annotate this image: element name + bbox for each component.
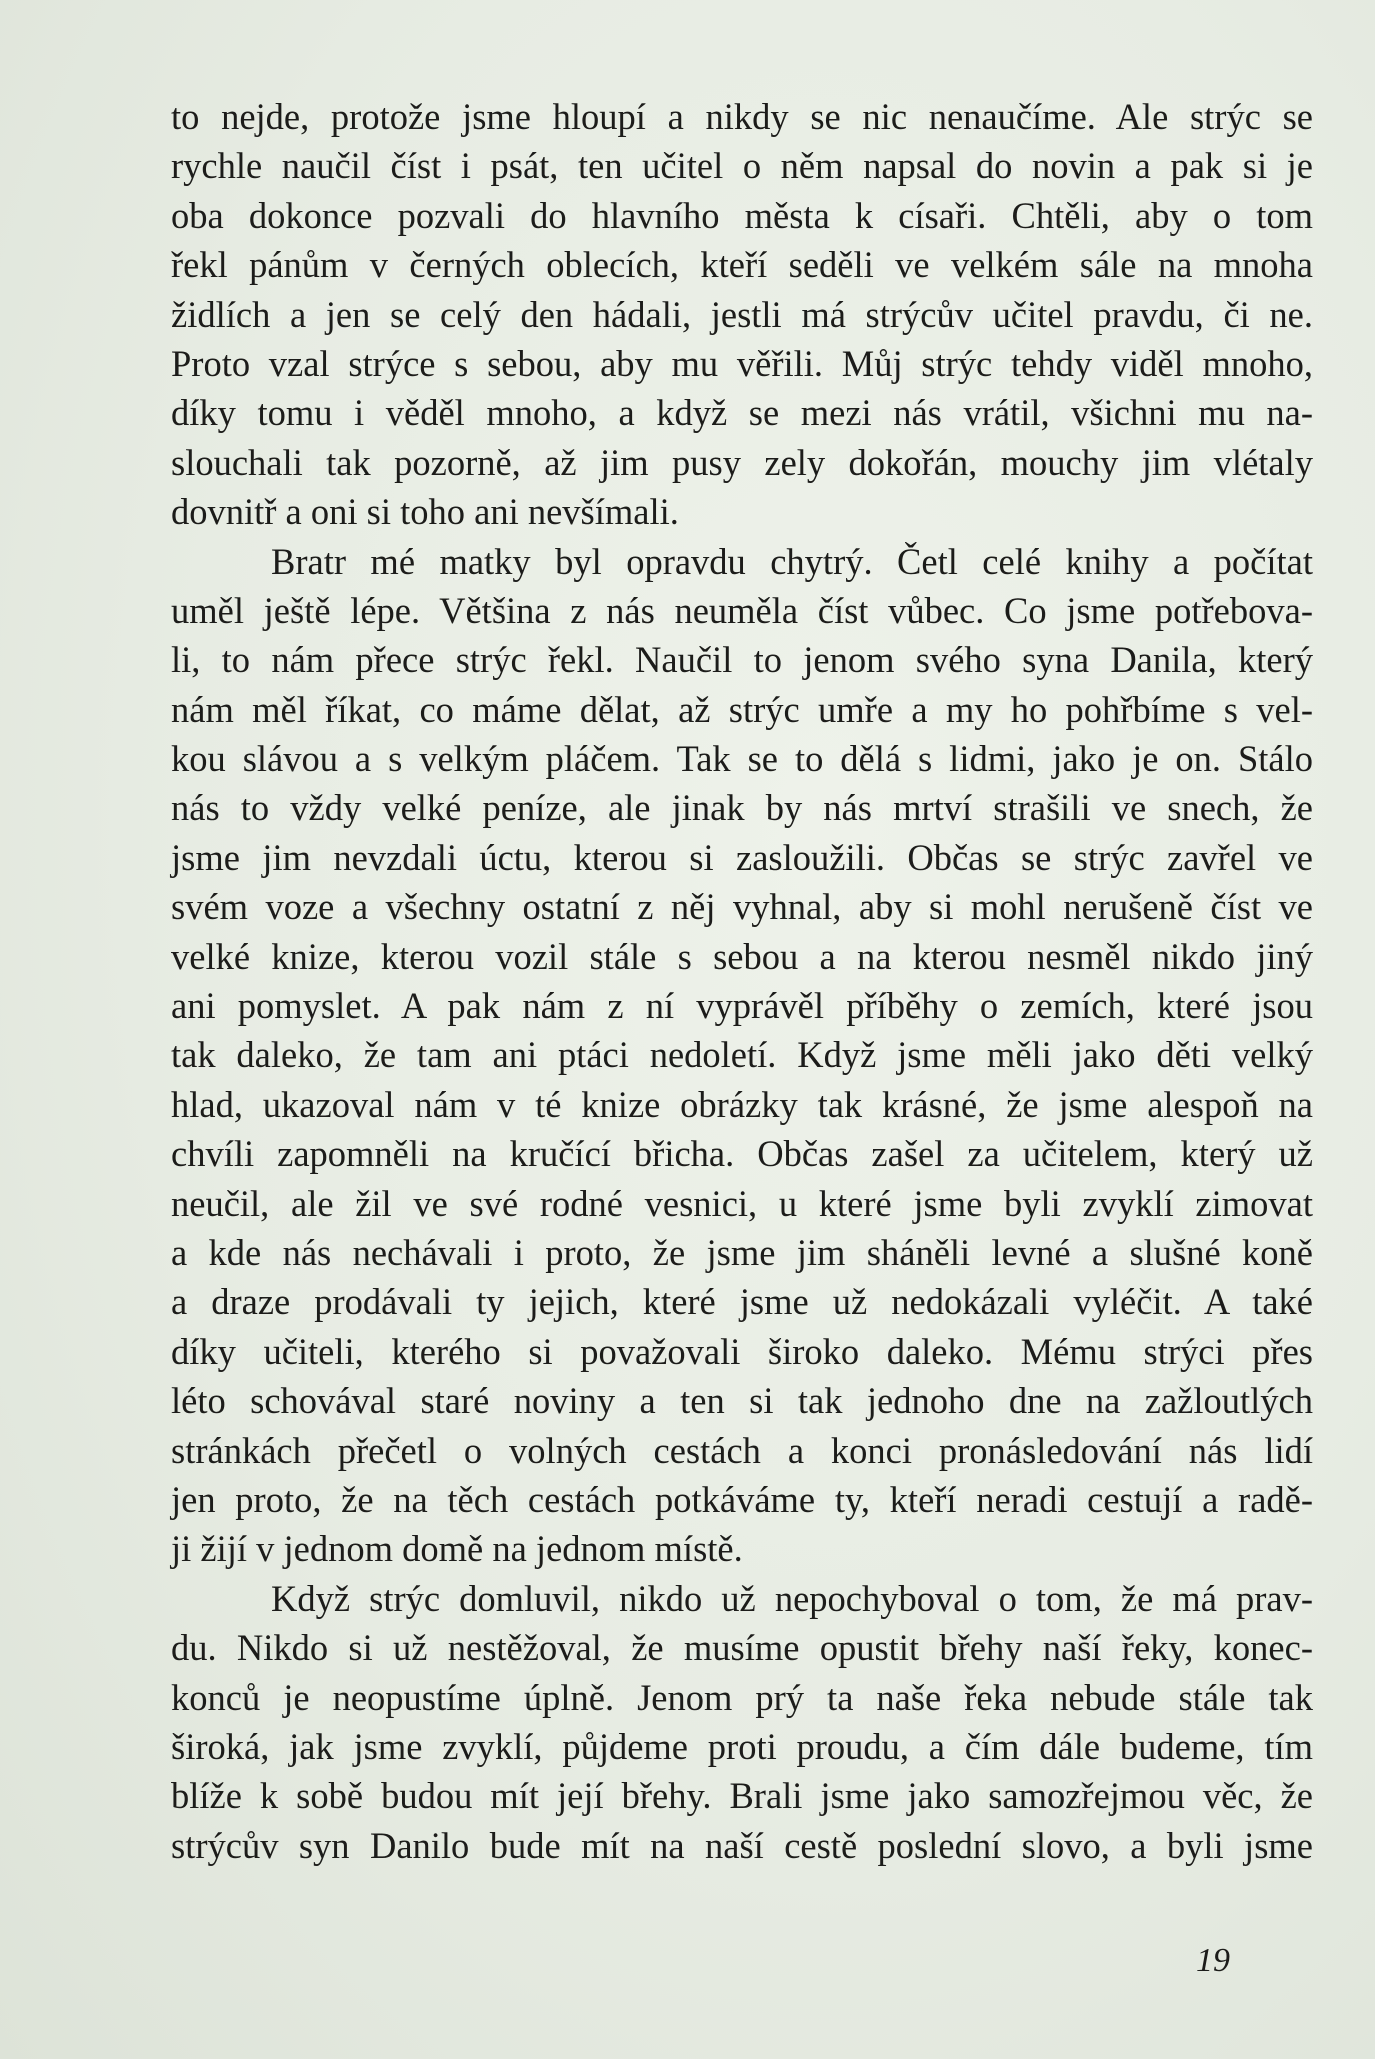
text-line: rychle naučil číst i psát, ten učitel o něm napsal do novin a pak si je: [171, 145, 1313, 187]
text-line: slouchali tak pozorně, až jim pusy zely dokořán, mouchy jim vlétaly: [171, 441, 1313, 483]
text-line: a draze prodávali ty jejich, které jsme už nedokázali vyléčit. A také: [171, 1281, 1313, 1323]
text-line: židlích a jen se celý den hádali, jestli má strýcův učitel pravdu, či ne.: [171, 293, 1313, 335]
text-line: Proto vzal strýce s sebou, aby mu věřili. Můj strýc tehdy viděl mnoho,: [171, 342, 1313, 384]
text-line: Když strýc domluvil, nikdo už nepochyboval o tom, že má prav-: [271, 1577, 1313, 1619]
text-line: nám měl říkat, co máme dělat, až strýc umře a my ho pohřbíme s vel-: [171, 688, 1313, 730]
text-line: Bratr mé matky byl opravdu chytrý. Četl celé knihy a počítat: [271, 540, 1313, 582]
text-line: široká, jak jsme zvyklí, půjdeme proti proudu, a čím dále budeme, tím: [171, 1725, 1313, 1767]
text-line: dovnitř a oni si toho ani nevšímali.: [171, 491, 679, 533]
text-line: strýcův syn Danilo bude mít na naší cestě poslední slovo, a byli jsme: [171, 1824, 1313, 1866]
text-line: uměl ještě lépe. Většina z nás neuměla číst vůbec. Co jsme potřebova-: [171, 589, 1313, 631]
text-line: oba dokonce pozvali do hlavního města k císaři. Chtěli, aby o tom: [171, 194, 1313, 236]
text-line: tak daleko, že tam ani ptáci nedoletí. Když jsme měli jako děti velký: [171, 1034, 1313, 1076]
text-line: jsme jim nevzdali úctu, kterou si zasloužili. Občas se strýc zavřel ve: [171, 836, 1313, 878]
text-line: řekl pánům v černých oblecích, kteří seděli ve velkém sále na mnoha: [171, 244, 1313, 286]
text-line: chvíli zapomněli na kručící břicha. Občas zašel za učitelem, který už: [171, 1133, 1313, 1175]
text-line: konců je neopustíme úplně. Jenom prý ta naše řeka nebude stále tak: [171, 1676, 1313, 1718]
text-line: a kde nás nechávali i proto, že jsme jim sháněli levné a slušné koně: [171, 1231, 1313, 1273]
text-line: kou slávou a s velkým pláčem. Tak se to dělá s lidmi, jako je on. Stálo: [171, 738, 1313, 780]
body-text: [171, 92, 1313, 1870]
text-line: to nejde, protože jsme hloupí a nikdy se nic nenaučíme. Ale strýc se: [171, 96, 1313, 137]
text-line: díky učiteli, kterého si považovali široko daleko. Mému strýci přes: [171, 1330, 1313, 1372]
text-line: ji žijí v jednom domě na jednom místě.: [171, 1528, 743, 1570]
text-line: du. Nikdo si už nestěžoval, že musíme opustit břehy naší řeky, konec-: [171, 1627, 1313, 1669]
text-line: jen proto, že na těch cestách potkáváme ty, kteří neradi cestují a radě-: [171, 1478, 1313, 1520]
text-line: nás to vždy velké peníze, ale jinak by nás mrtví strašili ve snech, že: [171, 787, 1313, 829]
text-line: velké knize, kterou vozil stále s sebou a na kterou nesměl nikdo jiný: [171, 935, 1313, 977]
text-line: blíže k sobě budou mít její břehy. Brali jsme jako samozřejmou věc, že: [171, 1775, 1313, 1817]
text-line: díky tomu i věděl mnoho, a když se mezi nás vrátil, všichni mu na-: [171, 392, 1313, 434]
page-number: 19: [1196, 1942, 1230, 1979]
text-line: hlad, ukazoval nám v té knize obrázky tak krásné, že jsme alespoň na: [171, 1083, 1313, 1125]
text-line: stránkách přečetl o volných cestách a konci pronásledování nás lidí: [171, 1429, 1313, 1471]
text-line: ani pomyslet. A pak nám z ní vyprávěl příběhy o zemích, které jsou: [171, 985, 1313, 1027]
text-line: svém voze a všechny ostatní z něj vyhnal, aby si mohl nerušeně číst ve: [171, 886, 1313, 928]
text-line: li, to nám přece strýc řekl. Naučil to jenom svého syna Danila, který: [171, 639, 1313, 681]
text-line: neučil, ale žil ve své rodné vesnici, u které jsme byli zvyklí zimovat: [171, 1182, 1313, 1224]
text-line: léto schovával staré noviny a ten si tak jednoho dne na zažloutlých: [171, 1380, 1313, 1422]
